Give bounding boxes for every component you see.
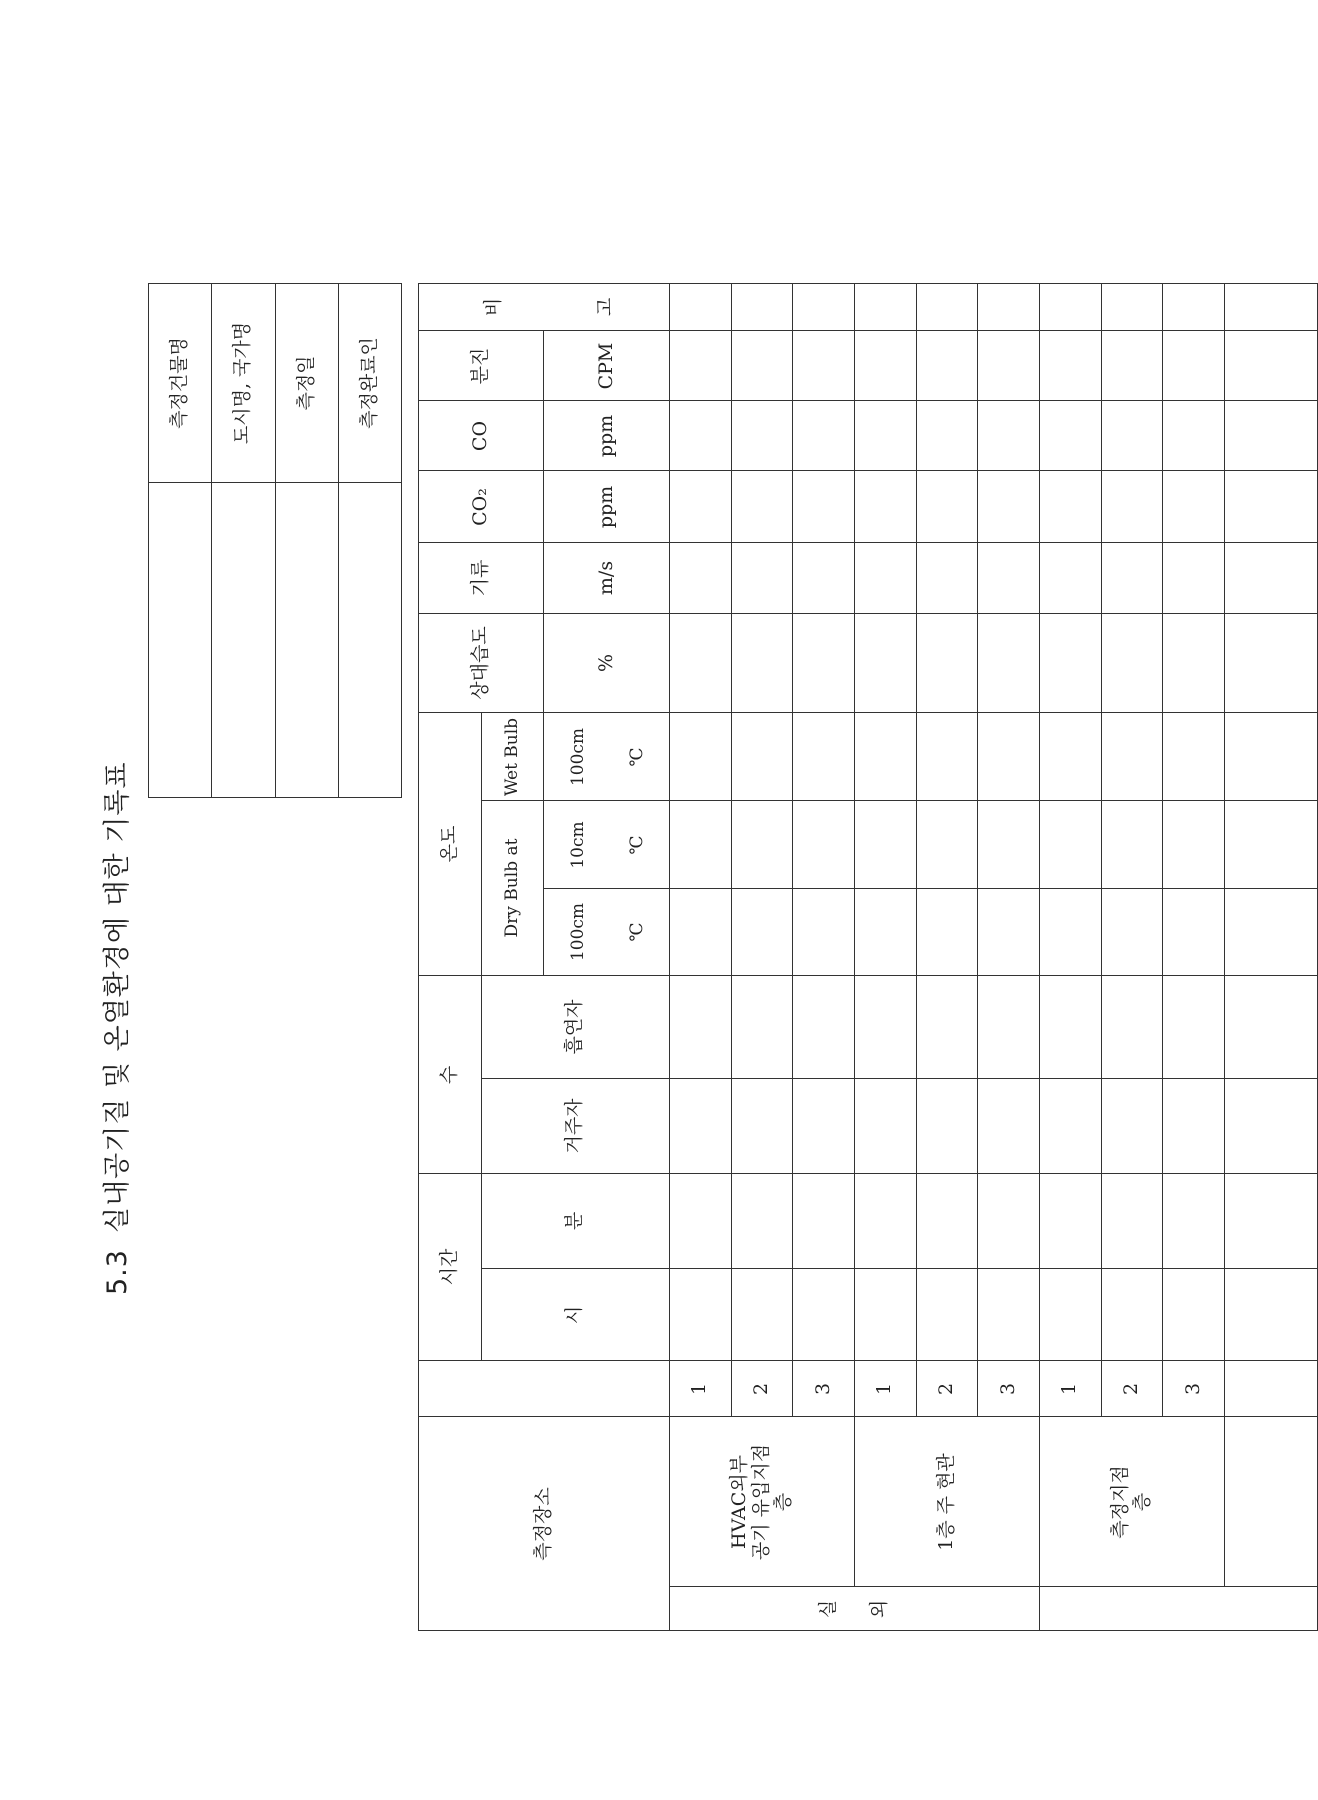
cell[interactable] — [793, 543, 855, 614]
header-hour — [481, 1269, 669, 1361]
co2-unit-cell — [544, 471, 669, 543]
cell[interactable] — [731, 471, 793, 543]
hvac-line-1: HVAC외부 — [728, 1454, 751, 1549]
cell[interactable] — [731, 1079, 793, 1174]
cell[interactable] — [1101, 1079, 1163, 1174]
remarks-char-1: 비 — [482, 297, 505, 317]
dust-unit: CPM — [594, 342, 617, 389]
remarks-char-2: 고 — [594, 297, 617, 317]
row-index: 3 — [811, 1382, 834, 1395]
cell[interactable] — [1101, 1174, 1163, 1269]
cell[interactable] — [793, 1079, 855, 1174]
cell[interactable] — [1039, 471, 1101, 543]
dust-unit-cell — [544, 331, 669, 401]
cell[interactable] — [1039, 801, 1101, 889]
cell[interactable] — [1163, 1079, 1225, 1174]
cell[interactable] — [1163, 284, 1225, 331]
cell[interactable] — [1224, 284, 1317, 331]
measurement-info-box — [148, 283, 402, 795]
co2-unit: ppm — [594, 485, 617, 528]
index-spacer — [419, 1361, 670, 1417]
index-cell — [1163, 1361, 1225, 1417]
cell[interactable] — [793, 976, 855, 1079]
cell[interactable] — [669, 284, 731, 331]
cell[interactable] — [669, 1174, 731, 1269]
cell[interactable] — [978, 471, 1040, 543]
cell[interactable] — [731, 976, 793, 1079]
header-wet-bulb — [481, 713, 544, 801]
cell[interactable] — [854, 801, 916, 889]
cell[interactable] — [916, 401, 978, 471]
dry-bulb-100-height: 100cm — [568, 902, 589, 962]
wet-bulb-label: Wet Bulb — [501, 717, 522, 796]
cell[interactable] — [1101, 713, 1163, 801]
location-hvac-text — [729, 1407, 795, 1597]
cell[interactable] — [1039, 976, 1101, 1079]
cell[interactable] — [916, 801, 978, 889]
co-unit: ppm — [594, 414, 617, 457]
dust-label: 분진 — [469, 347, 492, 384]
header-location — [419, 1417, 670, 1631]
outdoor-char-1: 실 — [816, 1599, 839, 1618]
cell[interactable] — [1101, 889, 1163, 976]
header-co — [419, 401, 544, 471]
cell[interactable] — [1163, 1269, 1225, 1361]
record-grid — [418, 283, 1204, 1618]
cell[interactable] — [1101, 543, 1163, 614]
cell[interactable] — [1101, 284, 1163, 331]
header-humidity — [419, 614, 544, 713]
group-outdoor — [669, 1587, 1039, 1631]
header-co2 — [419, 471, 544, 543]
airflow-unit-cell — [544, 543, 669, 614]
header-dust — [419, 331, 544, 401]
cell[interactable] — [793, 713, 855, 801]
cell[interactable] — [1163, 331, 1225, 401]
cell[interactable] — [1039, 889, 1101, 976]
cell[interactable] — [731, 889, 793, 976]
cell[interactable] — [1224, 331, 1317, 401]
cell[interactable] — [793, 471, 855, 543]
location-entrance — [854, 1417, 1039, 1587]
cell[interactable] — [731, 1174, 793, 1269]
row-index: 2 — [1120, 1382, 1142, 1395]
header-residents — [481, 1079, 669, 1174]
header-minute — [481, 1174, 669, 1269]
cell[interactable] — [1101, 801, 1163, 889]
index-cell — [916, 1361, 978, 1417]
row-index: 3 — [996, 1382, 1019, 1395]
cell[interactable] — [854, 614, 916, 713]
row-index: 2 — [749, 1382, 772, 1395]
hour-label: 시 — [563, 1305, 586, 1324]
cell[interactable] — [1163, 543, 1225, 614]
cell[interactable] — [1163, 401, 1225, 471]
cell[interactable] — [1163, 1174, 1225, 1269]
cell[interactable] — [731, 713, 793, 801]
cell[interactable] — [1101, 614, 1163, 713]
cell[interactable] — [669, 1079, 731, 1174]
index-cell — [854, 1361, 916, 1417]
point-line-1: 측정지점 — [1109, 1464, 1132, 1539]
cell[interactable] — [1224, 889, 1317, 976]
header-time — [419, 1174, 482, 1361]
cell[interactable] — [1224, 1269, 1317, 1361]
cell[interactable] — [731, 614, 793, 713]
dry-bulb-10-unit: ℃ — [626, 834, 647, 855]
wet-bulb-sub — [544, 713, 669, 801]
header-dry-bulb — [481, 801, 544, 976]
cell[interactable] — [669, 713, 731, 801]
location-label: 측정장소 — [532, 1486, 555, 1561]
outdoor-char-2: 외 — [868, 1599, 891, 1618]
cell[interactable] — [978, 284, 1040, 331]
cell[interactable] — [669, 401, 731, 471]
cell[interactable] — [669, 1269, 731, 1361]
cell[interactable] — [916, 976, 978, 1079]
group-blank — [1039, 1587, 1317, 1631]
cell[interactable] — [731, 284, 793, 331]
cell[interactable] — [669, 889, 731, 976]
cell[interactable] — [854, 284, 916, 331]
cell[interactable] — [978, 543, 1040, 614]
cell[interactable] — [1163, 801, 1225, 889]
cell[interactable] — [793, 1174, 855, 1269]
cell[interactable] — [854, 976, 916, 1079]
cell[interactable] — [1101, 331, 1163, 401]
cell[interactable] — [669, 471, 731, 543]
cell[interactable] — [854, 401, 916, 471]
wet-bulb-unit: ℃ — [626, 746, 647, 767]
info-value-building[interactable] — [149, 483, 212, 798]
page-title — [96, 761, 140, 1295]
cell[interactable] — [978, 331, 1040, 401]
info-value-confirmer[interactable] — [338, 483, 401, 798]
cell[interactable] — [978, 713, 1040, 801]
location-point — [1039, 1417, 1224, 1587]
airflow-unit: m/s — [594, 560, 617, 596]
cell[interactable] — [978, 1174, 1040, 1269]
humidity-unit: % — [594, 653, 617, 673]
point-line-2: 층 — [1130, 1492, 1153, 1511]
row-index: 1 — [1058, 1382, 1081, 1395]
cell[interactable] — [854, 1174, 916, 1269]
cell[interactable] — [669, 801, 731, 889]
cell[interactable] — [916, 1079, 978, 1174]
hvac-line-3: 층 — [771, 1492, 794, 1511]
info-value-date[interactable] — [275, 483, 338, 798]
info-building-text: 측정건물명 — [168, 337, 191, 429]
row-index: 1 — [873, 1382, 896, 1395]
cell[interactable] — [1039, 1269, 1101, 1361]
cell[interactable] — [731, 801, 793, 889]
cell[interactable] — [854, 331, 916, 401]
location-entrance-text: 1층 주 현관 — [934, 1452, 957, 1551]
cell[interactable] — [1224, 471, 1317, 543]
cell[interactable] — [916, 471, 978, 543]
cell[interactable] — [1163, 471, 1225, 543]
hvac-line-2: 공기 유입지점 — [749, 1443, 772, 1560]
cell[interactable] — [854, 543, 916, 614]
section-title: 실내공기질 및 온열환경에 대한 기록표 — [102, 761, 133, 1234]
cell[interactable] — [916, 284, 978, 331]
cell[interactable] — [669, 543, 731, 614]
header-temperature — [419, 713, 482, 976]
info-label-confirmer — [338, 284, 401, 483]
cell[interactable] — [1101, 1269, 1163, 1361]
cell[interactable] — [1101, 471, 1163, 543]
index-cell — [793, 1361, 855, 1417]
residents-label: 거주자 — [563, 1098, 586, 1154]
cell[interactable] — [1101, 976, 1163, 1079]
cell[interactable] — [916, 1269, 978, 1361]
header-airflow — [419, 543, 544, 614]
cell[interactable] — [854, 889, 916, 976]
wet-bulb-height: 100cm — [568, 727, 589, 786]
index-cell — [1224, 1361, 1317, 1417]
cell[interactable] — [1039, 1079, 1101, 1174]
cell[interactable] — [854, 713, 916, 801]
index-cell — [978, 1361, 1040, 1417]
info-label-building — [149, 284, 212, 483]
cell[interactable] — [916, 614, 978, 713]
cell[interactable] — [669, 331, 731, 401]
info-date-text: 측정일 — [294, 355, 317, 411]
cell[interactable] — [1039, 331, 1101, 401]
co2-label: CO₂ — [469, 487, 492, 526]
cell[interactable] — [1224, 976, 1317, 1079]
cell[interactable] — [978, 801, 1040, 889]
cell[interactable] — [916, 543, 978, 614]
header-remarks — [419, 284, 670, 331]
dry-bulb-10-height: 10cm — [568, 820, 589, 869]
smokers-label: 흡연자 — [563, 999, 586, 1055]
cell[interactable] — [1163, 713, 1225, 801]
cell[interactable] — [854, 1269, 916, 1361]
cell[interactable] — [731, 401, 793, 471]
location-extra — [1224, 1417, 1317, 1587]
dry-bulb-100-unit: ℃ — [626, 922, 647, 942]
cell[interactable] — [1039, 543, 1101, 614]
dry-bulb-label: Dry Bulb at — [501, 838, 522, 938]
location-hvac — [669, 1417, 854, 1587]
section-number: 5.3 — [102, 1249, 133, 1295]
co-unit-cell — [544, 401, 669, 471]
cell[interactable] — [731, 331, 793, 401]
cell[interactable] — [978, 1269, 1040, 1361]
dry-bulb-100-sub — [544, 889, 669, 976]
cell[interactable] — [916, 331, 978, 401]
cell[interactable] — [978, 1079, 1040, 1174]
co-label: CO — [469, 420, 492, 451]
cell[interactable] — [793, 614, 855, 713]
humidity-unit-cell — [544, 614, 669, 713]
cell[interactable] — [793, 331, 855, 401]
cell[interactable] — [916, 1174, 978, 1269]
index-cell — [669, 1361, 731, 1417]
cell[interactable] — [731, 1269, 793, 1361]
cell[interactable] — [1039, 713, 1101, 801]
count-label: 수 — [437, 1065, 460, 1084]
minute-label: 분 — [563, 1211, 586, 1231]
cell[interactable] — [1039, 1174, 1101, 1269]
info-label-city — [212, 284, 275, 483]
cell[interactable] — [1039, 284, 1101, 331]
cell[interactable] — [978, 976, 1040, 1079]
humidity-label: 상대습도 — [469, 626, 492, 700]
row-index: 1 — [688, 1382, 711, 1395]
airflow-label: 기류 — [469, 559, 492, 597]
info-label-date — [275, 284, 338, 483]
cell[interactable] — [1163, 976, 1225, 1079]
cell[interactable] — [1224, 543, 1317, 614]
cell[interactable] — [1163, 889, 1225, 976]
header-smokers — [481, 976, 669, 1079]
cell[interactable] — [793, 801, 855, 889]
cell[interactable] — [854, 471, 916, 543]
cell[interactable] — [1224, 401, 1317, 471]
info-confirmer-text: 측정완료인 — [357, 337, 380, 429]
cell[interactable] — [978, 889, 1040, 976]
cell[interactable] — [793, 889, 855, 976]
cell[interactable] — [1101, 401, 1163, 471]
cell[interactable] — [916, 713, 978, 801]
cell[interactable] — [1039, 401, 1101, 471]
location-point-text — [1110, 1407, 1154, 1597]
row-index: 2 — [934, 1382, 957, 1395]
cell[interactable] — [1224, 1174, 1317, 1269]
dry-bulb-10-sub — [544, 801, 669, 889]
cell[interactable] — [978, 401, 1040, 471]
temperature-label: 온도 — [437, 825, 460, 863]
cell[interactable] — [1224, 1079, 1317, 1174]
time-label: 시간 — [437, 1248, 460, 1286]
cell[interactable] — [1224, 614, 1317, 713]
info-value-city[interactable] — [212, 483, 275, 798]
row-index: 3 — [1181, 1382, 1204, 1395]
cell[interactable] — [793, 401, 855, 471]
cell[interactable] — [978, 614, 1040, 713]
cell[interactable] — [669, 614, 731, 713]
cell[interactable] — [916, 889, 978, 976]
header-count — [419, 976, 482, 1174]
cell[interactable] — [731, 543, 793, 614]
cell[interactable] — [854, 1079, 916, 1174]
info-city-text: 도시명, 국가명 — [231, 321, 254, 445]
cell[interactable] — [793, 284, 855, 331]
cell[interactable] — [1163, 614, 1225, 713]
cell[interactable] — [1039, 614, 1101, 713]
cell[interactable] — [669, 976, 731, 1079]
index-cell — [1039, 1361, 1101, 1417]
cell[interactable] — [1224, 713, 1317, 801]
cell[interactable] — [1224, 801, 1317, 889]
cell[interactable] — [793, 1269, 855, 1361]
